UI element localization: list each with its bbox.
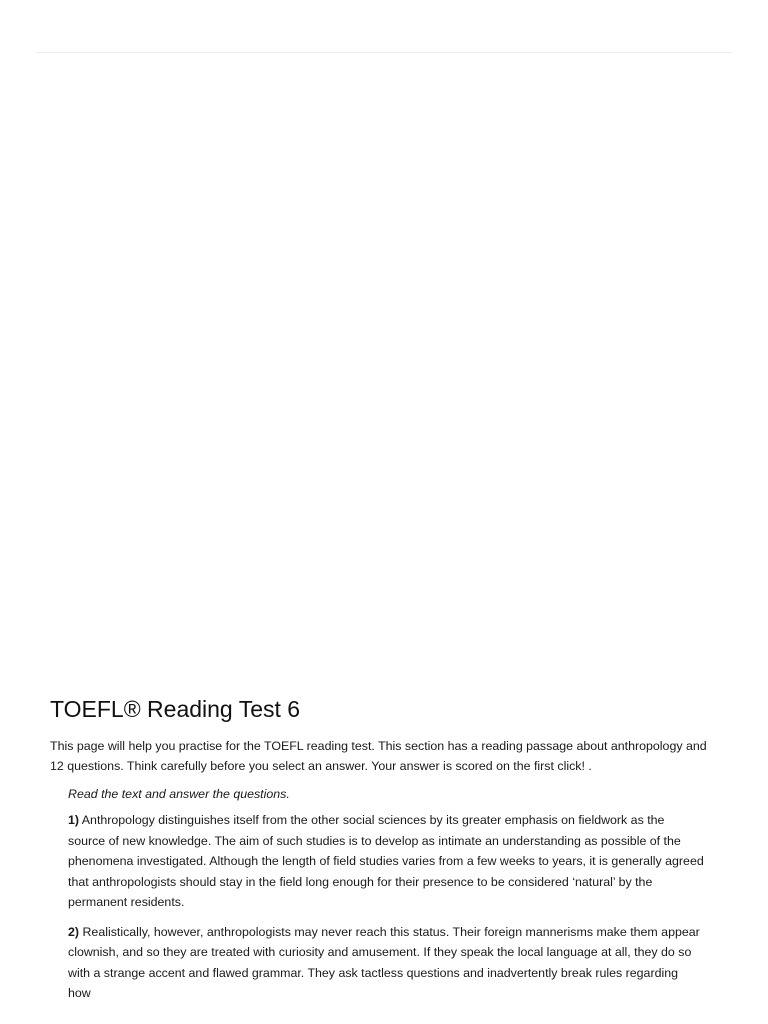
paragraph-text: Realistically, however, anthropologists may never reach this status. Their foreign mannerisms make them appear clownish, and so they are treated with curiosity and amusement. If they speak the local language at all, they do so with a strange accent and flawed grammar. They ask tactless questions and inadvertently break rules regarding how — [68, 924, 700, 1000]
paragraph-number: 1) — [68, 813, 80, 827]
page-title: TOEFL® Reading Test 6 — [50, 696, 301, 722]
paragraph-text: Anthropology distinguishes itself from the other social sciences by its greater emphasis on fieldwork as the source of new knowledge. The aim of such studies is to develop as intimate an understanding as possible of the phenomena investigated. Although the length of field studies varies from a few weeks to years, it is generally agreed that anthropologists should stay in the field long enough for their presence to be considered ‘natural’ by the permanent residents. — [68, 813, 704, 909]
paragraph-number: 2) — [68, 924, 80, 939]
passage-paragraph-1 — [68, 810, 704, 913]
instruction-text: Read the text and answer the questions. — [68, 787, 290, 801]
reading-passage — [68, 810, 704, 1004]
article-content — [50, 694, 722, 1013]
ad-placeholder — [36, 53, 732, 683]
passage-paragraph-2 — [68, 922, 704, 1004]
intro-text: This page will help you practise for the TOEFL reading test. This section has a reading passage about anthropology and 12 questions. Think carefully before you select an answer. Your answer is scored on the first click! . — [50, 739, 707, 773]
